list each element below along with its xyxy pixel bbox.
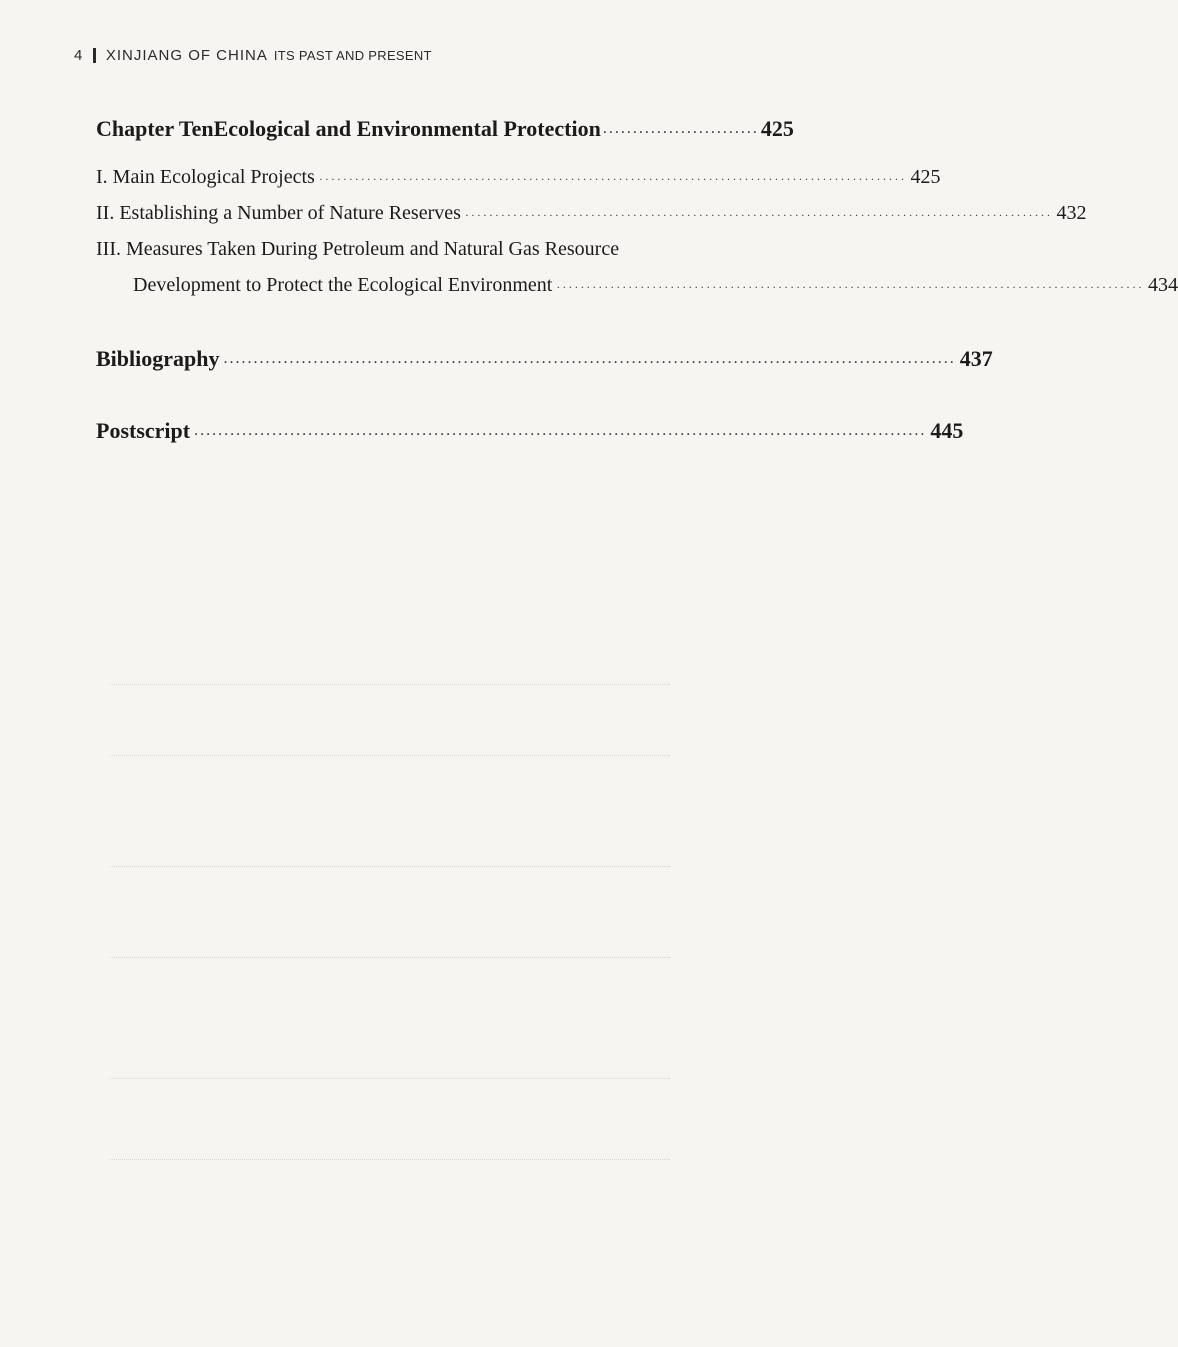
book-subtitle: ITS PAST AND PRESENT xyxy=(273,48,432,63)
toc-postscript[interactable] xyxy=(96,418,964,444)
dot-leader: ·························································································································· xyxy=(194,427,927,441)
header-divider xyxy=(93,48,96,63)
running-header xyxy=(74,47,432,64)
toc-section-3-line2[interactable] xyxy=(133,274,1178,297)
dot-leader: ·························· xyxy=(602,125,759,139)
dot-leader: ·························································································································· xyxy=(223,355,956,369)
section-page: 434 xyxy=(1147,274,1178,296)
toc-section-1[interactable] xyxy=(96,166,941,189)
toc-section-3-line1[interactable]: III. Measures Taken During Petroleum and Natural Gas Resource xyxy=(96,238,620,260)
chapter-page: 425 xyxy=(760,116,794,141)
dot-leader: ·································································································· xyxy=(464,208,1053,222)
book-title: XINJIANG OF CHINA xyxy=(105,47,268,64)
section-page: 432 xyxy=(1056,202,1087,224)
dot-leader: ·································································································· xyxy=(318,172,907,186)
section-title-continued: Development to Protect the Ecological Environment xyxy=(133,274,553,296)
section-page: 425 xyxy=(910,166,941,188)
dot-leader: ·································································································· xyxy=(556,280,1144,294)
toc-chapter-ten[interactable] xyxy=(96,116,794,142)
page-number: 4 xyxy=(74,47,83,64)
section-title: I. Main Ecological Projects xyxy=(96,166,315,188)
chapter-label: Chapter Ten xyxy=(96,116,214,141)
postscript-title: Postscript xyxy=(96,418,191,443)
bibliography-page: 437 xyxy=(959,346,993,371)
postscript-page: 445 xyxy=(930,418,964,443)
toc-section-2[interactable] xyxy=(96,202,1087,225)
section-title: II. Establishing a Number of Nature Reserves xyxy=(96,202,461,224)
chapter-title: Ecological and Environmental Protection xyxy=(213,116,601,141)
toc-bibliography[interactable] xyxy=(96,346,993,372)
bibliography-title: Bibliography xyxy=(96,346,220,371)
